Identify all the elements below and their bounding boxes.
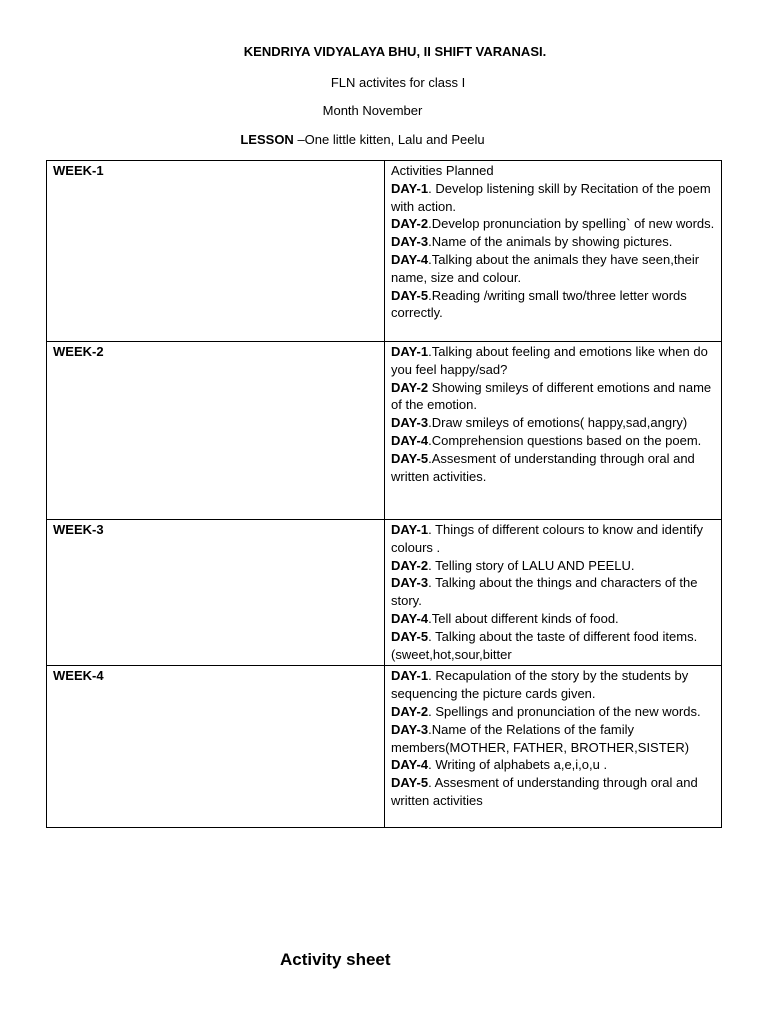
day-activity: DAY-1. Recapulation of the story by the students by sequencing the picture cards given. (391, 668, 689, 702)
week-label: WEEK-2 (47, 342, 385, 520)
day-activity: DAY-4.Tell about different kinds of food. (391, 610, 619, 626)
day-activity: DAY-1. Things of different colours to know and identify colours . (391, 522, 703, 555)
lesson-text: –One little kitten, Lalu and Peelu (293, 132, 485, 147)
day-activity: DAY-4. Writing of alphabets a,e,i,o,u . (391, 757, 608, 773)
table-row (47, 666, 722, 828)
week-activities (385, 520, 722, 666)
week-label: WEEK-1 (47, 161, 385, 342)
month-label: Month November (322, 103, 423, 118)
day-activity: DAY-4.Talking about the animals they have seen,their name, size and colour. (391, 251, 700, 285)
day-activity: DAY-5. Assesment of understanding through oral and written activities (391, 775, 698, 808)
day-activity: DAY-5.Assesment of understanding through oral and written activities. (391, 450, 695, 484)
table-row (47, 342, 722, 520)
day-activity: DAY-3.Draw smileys of emotions( happy,sad,angry) (391, 415, 688, 431)
day-activity: DAY-2.Develop pronunciation by spelling` of new words. (391, 216, 715, 232)
day-activity: DAY-3.Name of the Relations of the family members(MOTHER, FATHER, BROTHER,SISTER) (391, 721, 690, 755)
activity-sheet-title: Activity sheet (280, 950, 391, 969)
day-activity: DAY-3.Name of the animals by showing pictures. (391, 234, 673, 250)
day-activity: DAY-3. Talking about the things and characters of the story. (391, 575, 698, 609)
day-activity: DAY-1. Develop listening skill by Recitation of the poem with action. (391, 180, 711, 214)
day-activity: DAY-5. Talking about the taste of different food items.(sweet,hot,sour,bitter (391, 628, 698, 662)
activities-heading: Activities Planned (391, 163, 494, 178)
table-row (47, 161, 722, 342)
week-label: WEEK-4 (47, 666, 385, 828)
table-row (47, 520, 722, 666)
day-activity: DAY-1.Talking about feeling and emotions like when do you feel happy/sad? (391, 344, 708, 377)
school-name: KENDRIYA VIDYALAYA BHU, II SHIFT VARANASI. (243, 44, 547, 59)
lesson-title (0, 132, 725, 148)
document-subtitle: FLN activites for class I (330, 75, 466, 90)
activity-plan-table (46, 160, 722, 828)
week-activities (385, 342, 722, 520)
day-activity: DAY-2 Showing smileys of different emotions and name of the emotion. (391, 379, 712, 413)
lesson-label: LESSON (240, 132, 294, 147)
week-label: WEEK-3 (47, 520, 385, 666)
day-activity: DAY-2. Telling story of LALU AND PEELU. (391, 557, 635, 573)
week-activities (385, 161, 722, 342)
day-activity: DAY-2. Spellings and pronunciation of the new words. (391, 703, 701, 719)
week-activities (385, 666, 722, 828)
day-activity: DAY-4.Comprehension questions based on the poem. (391, 432, 702, 448)
day-activity: DAY-5.Reading /writing small two/three letter words correctly. (391, 287, 687, 321)
